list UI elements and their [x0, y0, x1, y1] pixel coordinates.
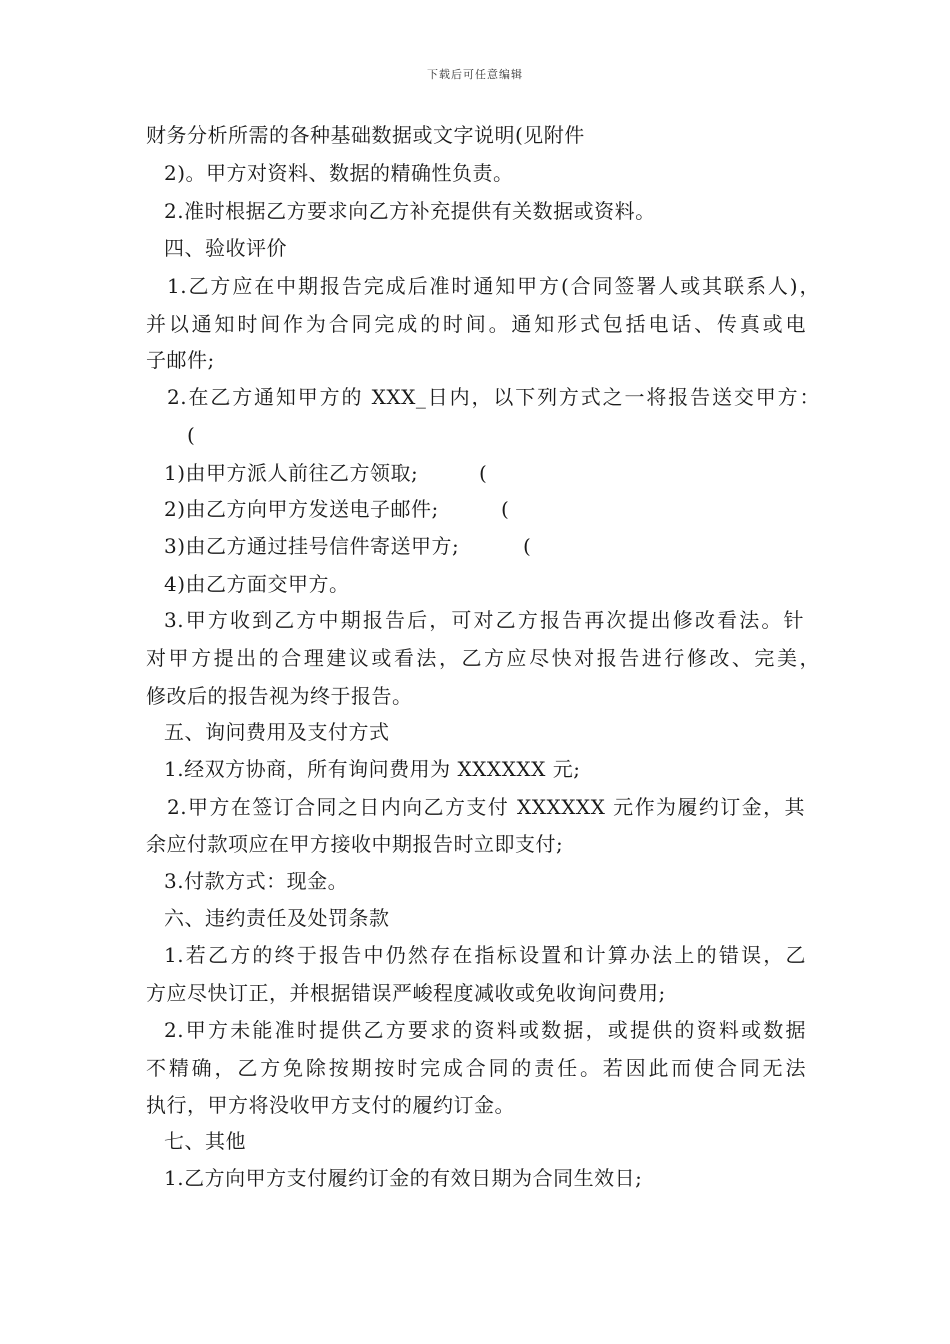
text-line: 财务分析所需的各种基础数据或文字说明(见附件 — [146, 123, 585, 147]
text-line: 修改后的报告视为终于报告。 — [146, 684, 413, 708]
text-line: 3.付款方式：现金。 — [164, 869, 349, 893]
checkbox-marker: ( — [187, 423, 196, 447]
text-line: 2.甲方未能准时提供乙方要求的资料或数据，或提供的资料或数据 — [164, 1018, 806, 1042]
option-line: 2)由乙方向甲方发送电子邮件; — [164, 497, 439, 521]
checkbox-marker: ( — [501, 497, 510, 521]
section-heading: 五、询问费用及支付方式 — [164, 720, 390, 744]
option-line: 3)由乙方通过挂号信件寄送甲方; — [164, 534, 460, 558]
text-line: 1.经双方协商，所有询问费用为 XXXXXX 元; — [164, 757, 581, 781]
option-line: 4)由乙方面交甲方。 — [164, 572, 350, 596]
text-line: 1.乙方应在中期报告完成后准时通知甲方(合同签署人或其联系人)， — [167, 274, 820, 298]
text-line: 对甲方提出的合理建议或看法，乙方应尽快对报告进行修改、完美， — [146, 646, 820, 670]
text-line: 3.甲方收到乙方中期报告后，可对乙方报告再次提出修改看法。针 — [164, 608, 804, 632]
text-line: 2.在乙方通知甲方的 XXX_日内，以下列方式之一将报告送交甲方： — [167, 385, 820, 409]
checkbox-marker: ( — [479, 461, 488, 485]
text-line: 2.甲方在签订合同之日内向乙方支付 XXXXXX 元作为履约订金，其 — [167, 795, 805, 819]
page-header: 下载后可任意编辑 — [427, 68, 523, 81]
text-line: 1.若乙方的终于报告中仍然存在指标设置和计算办法上的错误，乙 — [164, 943, 806, 967]
section-heading: 四、验收评价 — [164, 236, 287, 260]
section-heading: 七、其他 — [164, 1129, 246, 1153]
text-line: 方应尽快订正，并根据错误严峻程度减收或免收询问费用; — [146, 981, 666, 1005]
option-line: 1)由甲方派人前往乙方领取; — [164, 461, 419, 485]
text-line: 2)。甲方对资料、数据的精确性负责。 — [164, 161, 514, 185]
text-line: 余应付款项应在甲方接收中期报告时立即支付; — [146, 832, 564, 856]
text-line: 2.准时根据乙方要求向乙方补充提供有关数据或资料。 — [164, 199, 656, 223]
section-heading: 六、违约责任及处罚条款 — [164, 906, 390, 930]
text-line: 1.乙方向甲方支付履约订金的有效日期为合同生效日; — [164, 1166, 643, 1190]
text-line: 子邮件; — [146, 348, 215, 372]
text-line: 不精确，乙方免除按期按时完成合同的责任。若因此而使合同无法 — [146, 1056, 806, 1080]
text-line: 并以通知时间作为合同完成的时间。通知形式包括电话、传真或电 — [146, 312, 806, 336]
text-line: 执行，甲方将没收甲方支付的履约订金。 — [146, 1093, 515, 1117]
checkbox-marker: ( — [523, 534, 532, 558]
